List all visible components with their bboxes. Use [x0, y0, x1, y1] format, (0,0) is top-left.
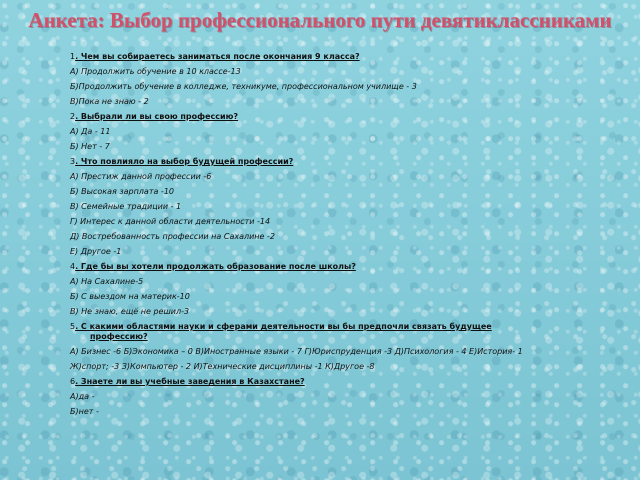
- question-text: . Выбрали ли вы свою профессию?: [75, 112, 239, 121]
- question-number: 4: [70, 262, 76, 271]
- answer-line: Ж)спорт; -3 З)Компьютер - 2 И)Технические дисциплины -1 К)Другое -8: [70, 362, 375, 371]
- answer-line: А)да -: [70, 392, 95, 401]
- survey-content: [70, 52, 590, 417]
- question-number: 6: [70, 377, 76, 386]
- answer-line: Б) С выездом на материк-10: [70, 292, 190, 301]
- question-5: [70, 322, 590, 342]
- question-number: 3: [70, 157, 76, 166]
- question-1: [70, 52, 590, 62]
- answer-line: Д) Востребованность профессии на Сахалине -2: [70, 232, 275, 241]
- question-6: [70, 377, 590, 387]
- answer-line: А) Продолжить обучение в 10 классе-13: [70, 67, 241, 76]
- answer-line: Г) Интерес к данной области деятельности -14: [70, 217, 271, 226]
- question-4: [70, 262, 590, 272]
- question-text: . Знаете ли вы учебные заведения в Казахстане?: [75, 377, 305, 386]
- question-3: [70, 157, 590, 167]
- question-text: . Что повлияло на выбор будущей профессии?: [75, 157, 294, 166]
- question-number: 1: [70, 52, 76, 61]
- question-number: 5: [70, 322, 76, 331]
- answer-line: А) Бизнес -6 Б)Экономика – 0 В)Иностранные языки - 7 Г)Юриспруденция -3 Д)Психология - 4 Е)История- 1: [70, 347, 523, 356]
- question-text: . Чем вы собираетесь заниматься после окончания 9 класса?: [75, 52, 360, 61]
- answer-line: В) Семейные традиции - 1: [70, 202, 182, 211]
- answer-line: В) Не знаю, ещё не решил-3: [70, 307, 190, 316]
- answer-line: А) Да - 11: [70, 127, 111, 136]
- answer-line: Б) Нет - 7: [70, 142, 110, 151]
- question-number: 2: [70, 112, 76, 121]
- slide-title: Анкета: Выбор профессионального пути девятиклассниками: [28, 8, 612, 32]
- answer-line: А) Престиж данной профессии -6: [70, 172, 212, 181]
- answer-line: А) На Сахалине-5: [70, 277, 144, 286]
- answer-line: Б)Продолжить обучение в колледже, техникуме, профессиональном училище - 3: [70, 82, 417, 91]
- question-text-continued: профессию?: [90, 332, 148, 341]
- question-2: [70, 112, 590, 122]
- question-text: . С какими областями науки и сферами деятельности вы бы предпочли связать будущее: [75, 322, 492, 331]
- answer-line: Е) Другое -1: [70, 247, 122, 256]
- question-text: . Где бы вы хотели продолжать образование после школы?: [75, 262, 356, 271]
- answer-line: Б)нет -: [70, 407, 99, 416]
- answer-line: В)Пока не знаю - 2: [70, 97, 149, 106]
- answer-line: Б) Высокая зарплата -10: [70, 187, 174, 196]
